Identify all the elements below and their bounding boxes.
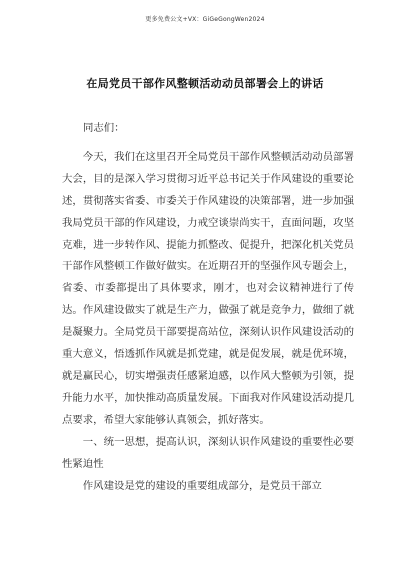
document-body bbox=[62, 118, 354, 497]
document-title: 在局党员干部作风整顿活动动员部署会上的讲话 bbox=[86, 77, 324, 90]
paragraph-section-1: 作风建设是党的建设的重要组成部分，是党员干部立 bbox=[82, 479, 322, 492]
header-note: 更多免费公文+VX：GiGeGongWen2024 bbox=[145, 16, 265, 23]
paragraph-intro: 今天，我们在这里召开全局党员干部作风整顿活动动员部署大会，目的是深入学习贯彻习近平总书记关于作风建设的重要论述，贯彻落实省委、市委关于作风建设的决策部署，进一步加强我局党员干部的作风建设，力戒空谈崇尚实干，直面问题，攻坚克难，进一步转作风、提能力抓整改、促提升，把深化机关党员干部作风整顿工作做好做实。在近期召开的坚强作风专题会上，省委、市委都提出了具体要求，刚才，也对会议精神进行了传达。作风建设做实了就是生产力，做强了就是竞争力，做细了就是凝聚力。全局党员干部要提高站位，深刻认识作风建设活动的重大意义，悟透抓作风就是抓党建，就是促发展，就是优环境，就是赢民心，切实增强责任感紧迫感，以作风大整顿为引领，提升能力水平，加快推动高质量发展。下面我对作风建设活动提几点要求，希望大家能够认真领会，抓好落实。 bbox=[62, 150, 354, 426]
salutation: 同志们： bbox=[83, 122, 125, 134]
section-heading-1: 一、统一思想，提高认识，深刻认识作风建设的重要性必要性紧迫性 bbox=[62, 435, 354, 470]
